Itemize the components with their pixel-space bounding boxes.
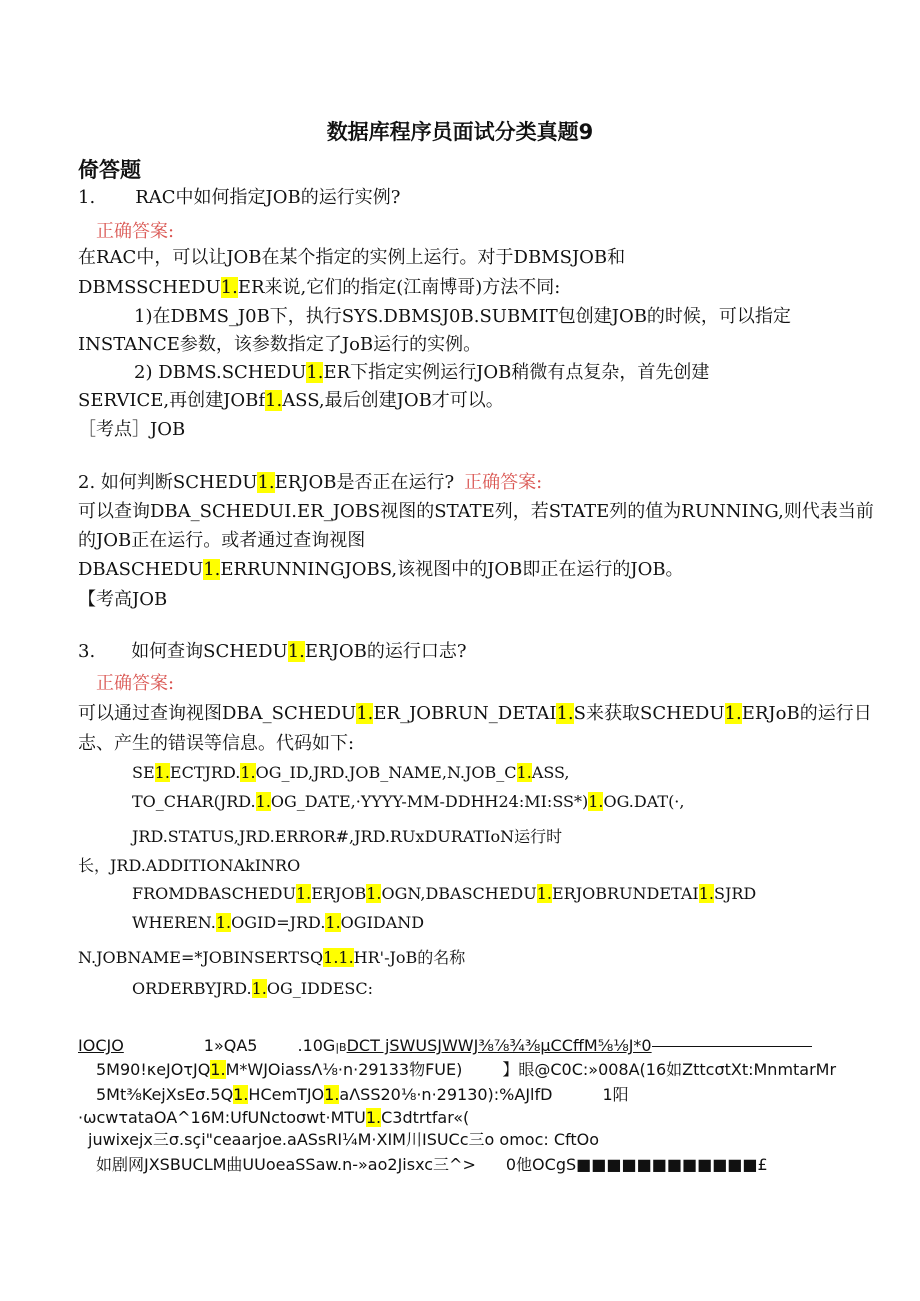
highlight: 1. <box>324 1085 340 1104</box>
question-1-number: 1. <box>78 187 96 208</box>
highlight: 1. <box>366 884 382 903</box>
question-3-number: 3. <box>78 641 96 662</box>
garbled-line-3 <box>96 1083 629 1107</box>
text-run: ER下指定实例运行JOB稍微有点复杂，首先创建 <box>323 362 710 383</box>
answer-1-paragraph-2 <box>78 276 560 300</box>
text-run: ERJOB的运行口志? <box>304 641 467 662</box>
text-run: SE <box>132 763 155 782</box>
text-run: IOCJO <box>78 1036 124 1055</box>
highlight: 1. <box>215 913 232 932</box>
text-run: WHEREN. <box>132 913 216 932</box>
highlight: 1. <box>240 763 256 782</box>
text-run: 1»QA5 <box>203 1036 258 1055</box>
text-run: OGIDAND <box>340 913 425 932</box>
text-run: 1阳 <box>602 1085 629 1104</box>
text-run: S来获取SCHEDU <box>573 703 725 724</box>
highlight: 1. <box>233 1085 249 1104</box>
text-run: ASS, <box>531 763 570 782</box>
garbled-line-5: juwixejx三σ.sçi"ceaarjoe.aASsRI¼M·XIM川ISUCc三o omoc: CftOo <box>88 1130 600 1149</box>
answer-label-1: 正确答案: <box>96 221 175 242</box>
question-1 <box>78 186 400 210</box>
text-run: 2. 如何判断SCHEDU <box>78 472 258 493</box>
text-run: DBASCHEDU <box>78 559 204 580</box>
text-run: |B <box>335 1041 347 1054</box>
text-run: TO_CHAR(JRD. <box>132 792 256 811</box>
code-line-2 <box>132 790 684 814</box>
text-run: SJRD <box>714 884 757 903</box>
text-run: 如何查询SCHEDU <box>131 641 288 662</box>
text-run: HCemTJO <box>248 1085 325 1104</box>
code-line-4: 长，JRD.ADDITIONAkINRO <box>78 856 301 875</box>
text-run: OGID=JRD. <box>231 913 326 932</box>
answer-1-paragraph-1: 在RAC中，可以让JOB在某个指定的实例上运行。对于DBMSJOB和 <box>78 247 626 268</box>
code-line-8 <box>132 977 373 1001</box>
text-run: ERJOB是否正在运行? <box>274 472 455 493</box>
text-run: .10G <box>297 1036 336 1055</box>
question-1-text: RAC中如何指定JOB的运行实例? <box>135 187 401 208</box>
text-run: ECTJRD. <box>169 763 241 782</box>
garbled-line-2 <box>96 1058 836 1082</box>
highlight: 1. <box>203 559 221 580</box>
text-run: N.JOBNAME=*JOBINSERTSQ <box>78 948 324 967</box>
code-line-5 <box>132 882 756 906</box>
highlight: 1. <box>255 792 271 811</box>
text-run: DCT jSWUSJWWJ⅜⅞¾⅜μCCffM⅝⅛J*0 <box>346 1036 652 1055</box>
garbled-line-6 <box>96 1153 768 1177</box>
highlight: 1. <box>536 884 552 903</box>
text-run: ER来说,它们的指定(江南博哥)方法不同: <box>237 277 561 298</box>
highlight: 1. <box>698 884 714 903</box>
highlight: 1. <box>588 792 604 811</box>
highlight: 1. <box>356 703 374 724</box>
underline-rule <box>652 1046 812 1047</box>
highlight: 1. <box>220 277 238 298</box>
highlight: 1. <box>257 472 275 493</box>
answer-2-paragraph-1: 可以查询DBA_SCHEDUI.ER_JOBS视图的STATE列，若STATE列的值为RUNNING,则代表当前 <box>78 501 874 522</box>
text-run: ASS,最后创建JOB才可以。 <box>282 390 504 411</box>
text-run: OG_IDDESC: <box>266 979 373 998</box>
answer-1-item-2 <box>134 361 709 385</box>
highlight: 1. <box>365 1108 382 1127</box>
text-run: 】眼@C0C:»008A(16如ZttcσtXt:MnmtarMr <box>502 1060 837 1079</box>
highlight: 1. <box>287 641 305 662</box>
text-run: ER_JOBRUN_DETAI <box>373 703 557 724</box>
key-point-2: 【考高JOB <box>78 589 168 610</box>
answer-1-item-1-cont: INSTANCE参数，该参数指定了JoB运行的实例。 <box>78 334 482 355</box>
answer-2-paragraph-3 <box>78 558 684 582</box>
text-run: ERJOB <box>311 884 367 903</box>
highlight: 1.1. <box>323 948 354 967</box>
code-line-6 <box>132 911 424 935</box>
highlight: 1. <box>325 913 341 932</box>
text-run: SERVICE,再创建JOBf <box>78 390 265 411</box>
text-run: 如剧网JXSBUCLM曲UUoeaSSaw.n-»ao2Jisxc三^> <box>96 1155 476 1174</box>
key-point-1: ［考点］JOB <box>78 419 186 440</box>
text-run: 5M90!κeJOτJQ <box>96 1060 211 1079</box>
text-run: ORDERBYJRD. <box>132 979 252 998</box>
text-run: 0他OCgS■■■■■■■■■■■■£ <box>505 1155 768 1174</box>
text-run: ERJoB的运行日 <box>741 703 872 724</box>
highlight: 1. <box>154 763 170 782</box>
answer-1-item-2-cont <box>78 389 504 413</box>
text-run: ERJOBRUNDETAI <box>552 884 699 903</box>
highlight: 1. <box>724 703 742 724</box>
answer-3-paragraph-2: 志、产生的错误等信息。代码如下: <box>78 733 355 754</box>
text-run: OG_DATE,·YYYY-MM-DDHH24:MI:SS*) <box>270 792 589 811</box>
text-run: aΛSS20⅛·n·29130):%AJlfD <box>339 1085 553 1104</box>
highlight: 1. <box>516 763 532 782</box>
text-run: 可以通过查询视图DBA_SCHEDU <box>78 703 357 724</box>
text-run: C3dtrtfar«( <box>381 1108 470 1127</box>
highlight: 1. <box>265 390 283 411</box>
question-3 <box>78 640 466 664</box>
answer-label-2: 正确答案: <box>464 472 543 493</box>
answer-2-paragraph-2: 的JOB正在运行。或者通过查询视图 <box>78 530 366 551</box>
garbled-line-1 <box>78 1034 812 1060</box>
text-run: DBMSSCHEDU <box>78 277 221 298</box>
text-run: ERRUNNINGJOBS,该视图中的JOB即正在运行的JOB。 <box>220 559 684 580</box>
text-run: M*WJOiassΛ⅛·n·29133物FUE) <box>225 1060 463 1079</box>
text-run: OG_ID,JRD.JOB_NAME,N.JOB_C <box>255 763 517 782</box>
text-run: 2) DBMS.SCHEDU <box>134 362 307 383</box>
code-line-3: JRD.STATUS,JRD.ERROR#,JRD.RUxDURATIoN运行时 <box>132 827 563 846</box>
highlight: 1. <box>306 362 324 383</box>
text-run: OG.DAT(·, <box>603 792 685 811</box>
highlight: 1. <box>210 1060 226 1079</box>
question-2 <box>78 471 542 495</box>
text-run: ·ωcwτataOA^16M:UfUNctoσwt·MTU <box>78 1108 366 1127</box>
text-run: FROMDBASCHEDU <box>132 884 296 903</box>
answer-label-3: 正确答案: <box>96 673 175 694</box>
text-run: OGN,DBASCHEDU <box>381 884 537 903</box>
garbled-line-4 <box>78 1106 469 1130</box>
highlight: 1. <box>251 979 267 998</box>
section-heading: 倚答题 <box>78 158 141 182</box>
code-line-1 <box>132 761 570 785</box>
highlight: 1. <box>295 884 312 903</box>
page-title: 数据库程序员面试分类真题9 <box>326 120 594 144</box>
answer-1-item-1: 1)在DBMS_J0B下，执行SYS.DBMSJ0B.SUBMIT包创建JOB的时候，可以指定 <box>134 306 791 327</box>
code-line-7 <box>78 946 465 970</box>
answer-3-paragraph-1 <box>78 702 872 726</box>
highlight: 1. <box>556 703 574 724</box>
text-run: HR'-JoB的名称 <box>353 948 466 967</box>
text-run: 5Mt⅜KejXsEσ.5Q <box>96 1085 234 1104</box>
